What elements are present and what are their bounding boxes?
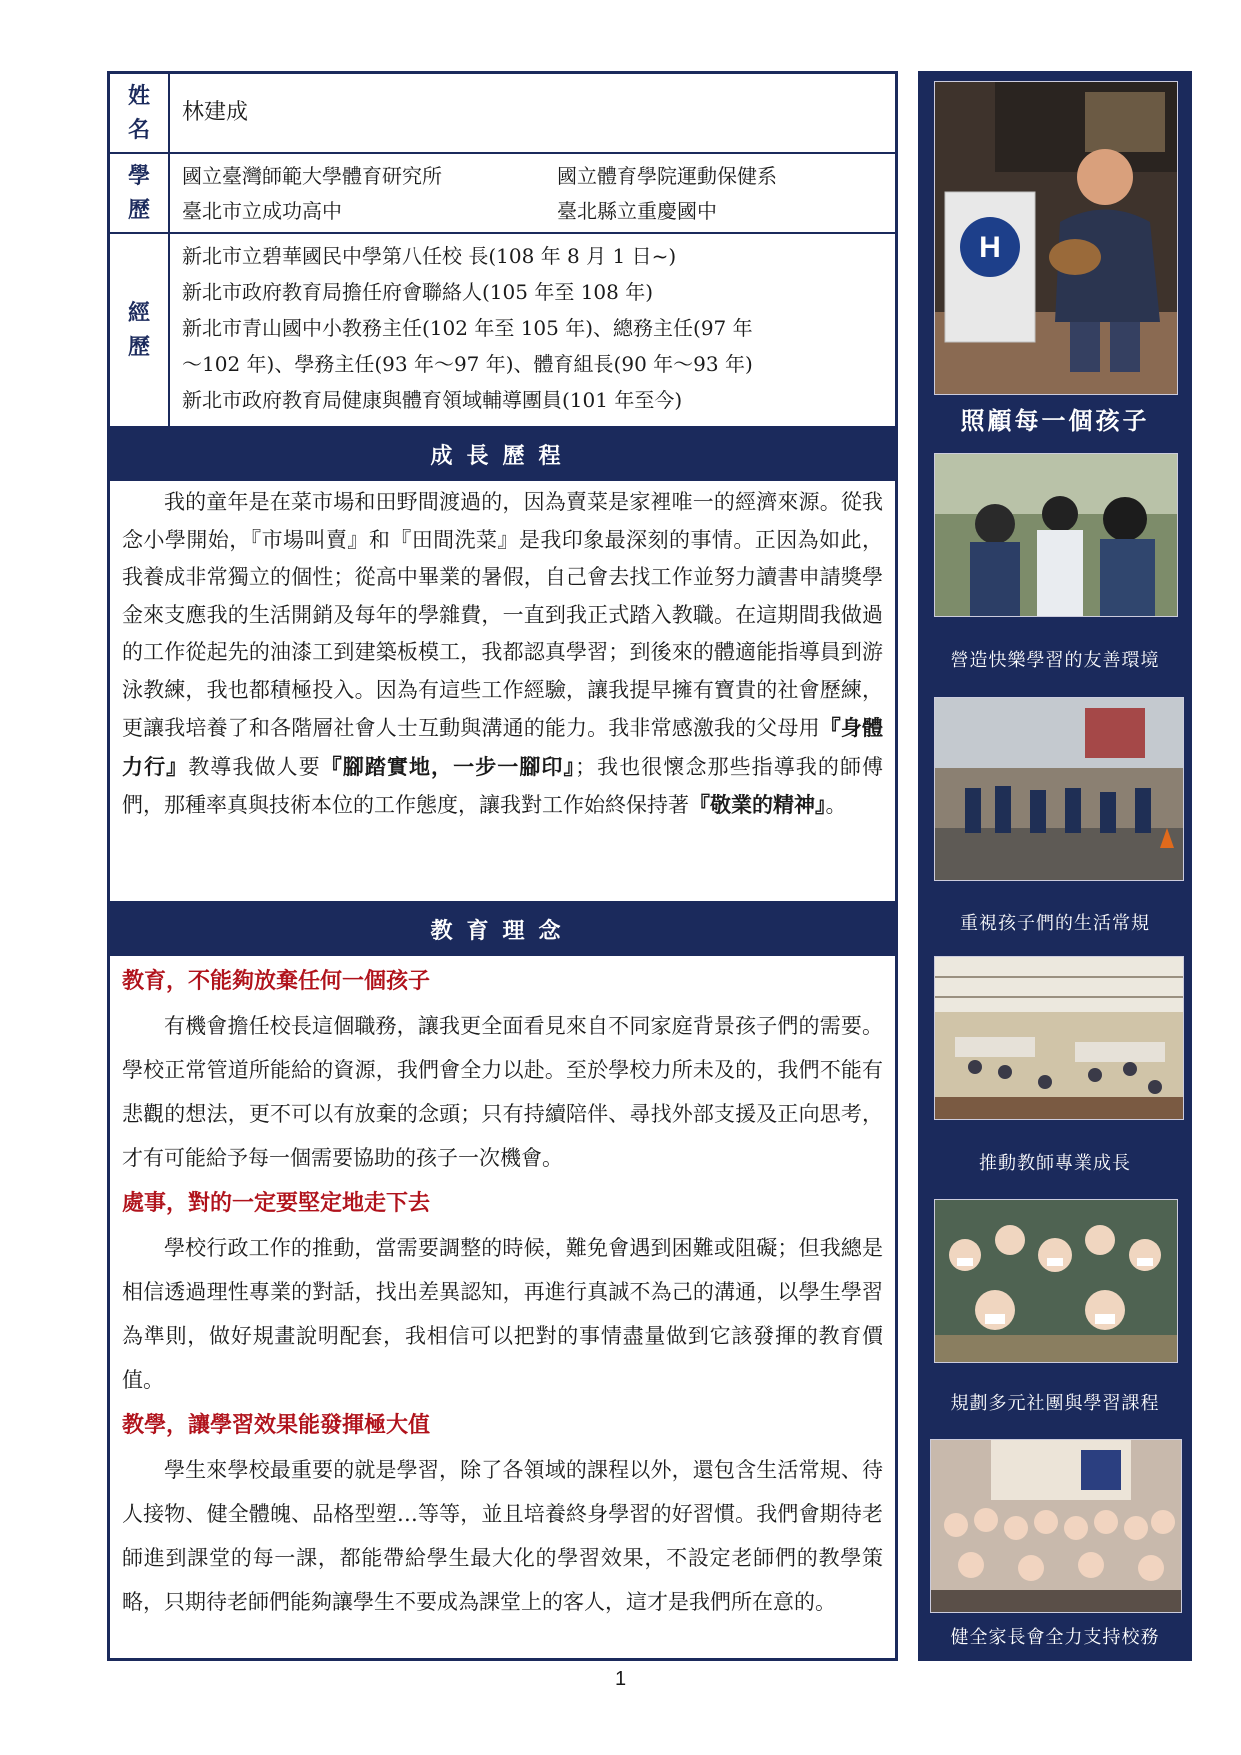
growth-text: ；我也很懷念那些指導我的師傅們，那種率真與技術本位的工作態度，讓我對工作始終保持著: [122, 754, 884, 817]
philosophy-section: [110, 956, 895, 1624]
experience-item: 新北市立碧華國民中學第八任校 長(108 年 8 月 1 日~): [182, 244, 677, 268]
svg-text:H: H: [979, 231, 1001, 264]
experience-list: [170, 234, 895, 426]
philosophy-text: 學生來學校最重要的就是學習，除了各領域的課程以外，還包含生活常規、待人接物、健全體魄、品格型塑…等等，並且培養終身學習的好習慣。我們會期待老師進到課堂的每一課，都能帶給學生最大化的學習效果，不設定老師們的教學策略，只期待老師們能夠讓學生不要成為課堂上的客人，這才是我們所在意的。: [122, 1458, 883, 1614]
club-students-image: [935, 1200, 1177, 1362]
caption-2: 營造快樂學習的友善環境: [950, 650, 1160, 671]
growth-banner: 成長歷程: [110, 428, 895, 481]
name-label: [110, 74, 170, 152]
name-value: 林建成: [182, 100, 249, 125]
growth-emphasis: 『敬業的精神』: [689, 792, 826, 817]
name-label-char: 名: [127, 117, 150, 143]
street-students-image: [935, 698, 1183, 880]
experience-label-char: 經: [127, 300, 150, 326]
growth-text: 。: [825, 793, 847, 817]
experience-item: ～102 年)、學務主任(93 年～97 年)、體育組長(90 年～93 年): [182, 352, 753, 376]
education-label: [110, 154, 170, 232]
growth-paragraph: [110, 484, 895, 825]
philosophy-text: 有機會擔任校長這個職務，讓我更全面看見來自不同家庭背景孩子們的需要。學校正常管道所能給的資源，我們會全力以赴。至於學校力所未及的，我們不能有悲觀的想法，更不可以有放棄的念頭；只有持續陪伴、尋找外部支援及正向思考，才有可能給予每一個需要協助的孩子一次機會。: [122, 1014, 883, 1170]
philosophy-heading: 處事，對的一定要堅定地走下去: [122, 1190, 431, 1216]
caption-6: 健全家長會全力支持校務: [950, 1627, 1160, 1648]
photo-club-students: [934, 1199, 1178, 1363]
education-item: 臺北市立成功高中: [182, 198, 342, 223]
growth-emphasis: 『腳踏實地，一步一腳印』: [320, 753, 576, 779]
philosophy-heading: 教育，不能夠放棄任何一個孩子: [122, 968, 431, 994]
profile-main: [107, 71, 898, 1661]
education-item: 國立臺灣師範大學體育研究所: [182, 164, 442, 188]
education-label-char: 歷: [127, 197, 150, 223]
photo-teachers-hall: [934, 956, 1184, 1120]
philosophy-banner: 教育理念: [110, 903, 895, 956]
parents-association-image: [931, 1440, 1181, 1612]
growth-text: 我的童年是在菜市場和田野間渡過的，因為賣菜是家裡唯一的經濟來源。從我念小學開始，『市場叫賣』和『田間洗菜』是我印象最深刻的事情。正因為如此，我養成非常獨立的個性；從高中畢業的暑假，自己會去找工作並努力讀書申請獎學金來支應我的生活開銷及每年的學雜費，一直到我正式踏入教職。在這期間我做過的工作從起先的油漆工到建築板模工，我都認真學習；到後來的體適能指導員到游泳教練，我也都積極投入。因為有這些工作經驗，讓我提早擁有寶貴的社會歷練，更讓我培養了和各階層社會人士互動與溝通的能力。我非常感激我的父母用: [122, 490, 883, 740]
caption-4: 推動教師專業成長: [979, 1153, 1131, 1174]
experience-row: [110, 234, 895, 428]
name-row: [110, 74, 895, 154]
caption-5: 規劃多元社團與學習課程: [950, 1393, 1160, 1414]
education-item: 臺北縣立重慶國中: [557, 198, 717, 223]
photo-sidebar: [918, 71, 1192, 1661]
experience-item: 新北市青山國中小教務主任(102 年至 105 年)、總務主任(97 年: [182, 316, 753, 340]
photo-street-students: [934, 697, 1184, 881]
teachers-hall-image: [935, 957, 1183, 1119]
photo-students-outdoor: [934, 453, 1178, 617]
education-row: [110, 154, 895, 234]
caption-3: 重視孩子們的生活常規: [960, 913, 1150, 934]
philosophy-text: 學校行政工作的推動，當需要調整的時候，難免會遇到困難或阻礙；但我總是相信透過理性專業的對話，找出差異認知，再進行真誠不為己的溝通，以學生學習為準則，做好規畫說明配套，我相信可以把對的事情盡量做到它該發揮的教育價值。: [122, 1236, 883, 1392]
principal-photo-image: [935, 82, 1177, 394]
philosophy-heading: 教學，讓學習效果能發揮極大值: [122, 1412, 431, 1438]
page-number: 1: [614, 1668, 627, 1690]
education-item: 國立體育學院運動保健系: [557, 164, 777, 188]
experience-label-char: 歷: [127, 334, 150, 360]
photo-principal: [934, 81, 1178, 395]
education-label-char: 學: [127, 163, 150, 189]
education-list: [170, 154, 895, 232]
experience-item: 新北市政府教育局擔任府會聯絡人(105 年至 108 年): [182, 280, 654, 304]
experience-label: [110, 234, 170, 426]
growth-emphasis: 『身體力行』: [122, 715, 884, 779]
experience-item: 新北市政府教育局健康與體育領域輔導團員(101 年至今): [182, 388, 683, 412]
photo-parents-association: [930, 1439, 1182, 1613]
caption-1: 照顧每一個孩子: [960, 406, 1150, 435]
name-label-char: 姓: [127, 83, 150, 109]
growth-section: [110, 481, 895, 903]
growth-text: 教導我做人要: [188, 754, 321, 779]
students-outdoor-image: [935, 454, 1177, 616]
